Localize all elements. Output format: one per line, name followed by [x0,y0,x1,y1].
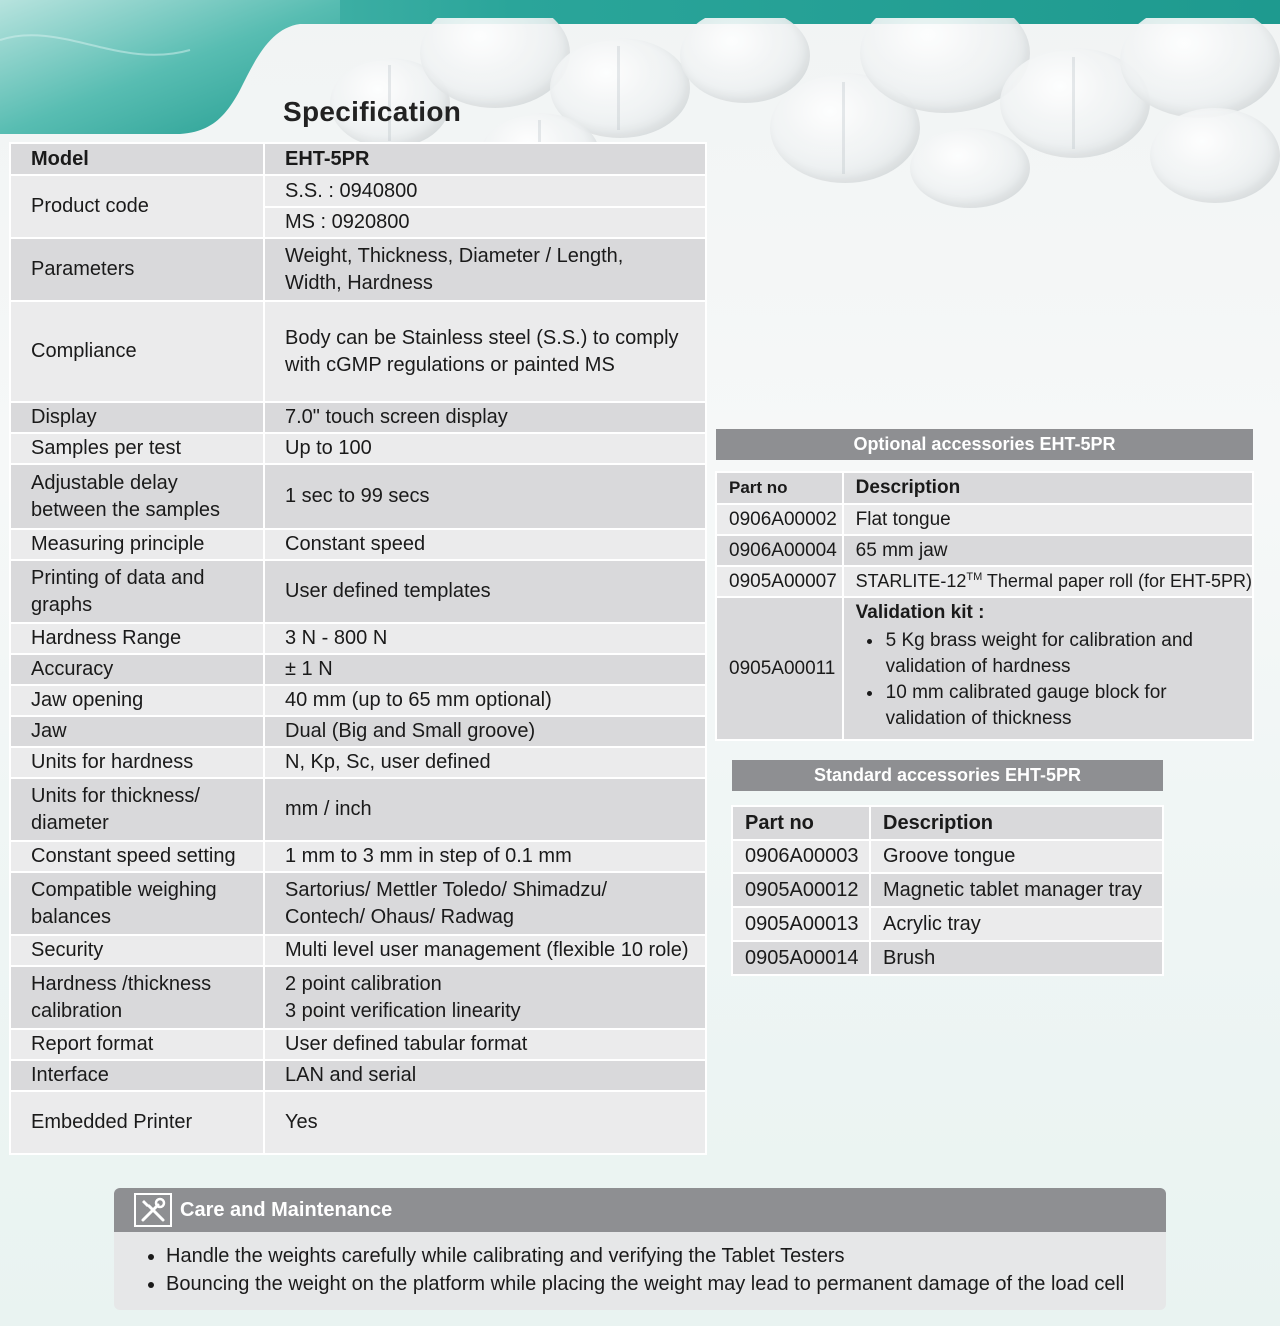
spec-value: 1 sec to 99 secs [264,464,706,529]
spec-value: 3 N - 800 N [264,623,706,654]
spec-value: Multi level user management (flexible 10 role) [264,935,706,966]
spec-value: User defined templates [264,560,706,623]
validation-kit-title: Validation kit : [855,601,985,623]
spec-value: Sartorius/ Mettler Toledo/ Shimadzu/ Contech/ Ohaus/ Radwag [264,872,706,935]
spec-value: Up to 100 [264,433,706,464]
spec-value: Weight, Thickness, Diameter / Length, Width, Hardness [264,238,706,301]
spec-row [10,175,706,207]
page-title: Specification [283,96,462,127]
spec-row [10,623,706,654]
spec-label: Embedded Printer [10,1091,264,1154]
spec-value: LAN and serial [264,1060,706,1091]
description: STARLITE-12™ Thermal paper roll (for EHT-5PR) [843,566,1253,597]
spec-label: Compliance [10,301,264,402]
tools-icon [134,1193,172,1227]
spec-label: Product code [10,175,264,238]
part-no: 0906A00003 [732,840,870,873]
spec-label: Jaw [10,716,264,747]
spec-label: Measuring principle [10,529,264,560]
spec-label: Parameters [10,238,264,301]
spec-label: Hardness /thickness calibration [10,966,264,1029]
spec-value: mm / inch [264,778,706,841]
spec-label: Display [10,402,264,433]
model-value: EHT-5PR [264,143,706,175]
table-row [732,873,1163,907]
spec-label: Units for thickness/ diameter [10,778,264,841]
spec-row [10,1060,706,1091]
spec-row [10,935,706,966]
table-row [732,907,1163,941]
table-row [732,941,1163,975]
optional-accessories-table [715,471,1254,741]
table-row [732,840,1163,873]
description: Acrylic tray [870,907,1163,941]
spec-label: Printing of data and graphs [10,560,264,623]
spec-label: Interface [10,1060,264,1091]
spec-row [10,966,706,1029]
spec-label: Jaw opening [10,685,264,716]
care-maintenance-box [114,1188,1166,1310]
description [843,597,1253,740]
spec-label: Compatible weighing balances [10,872,264,935]
list-item: • 5 Kg brass weight for calibration and validation of hardness [884,628,1252,680]
part-no: 0905A00011 [716,597,843,740]
part-no: 0906A00004 [716,535,843,566]
table-row [716,566,1253,597]
spec-label: Hardness Range [10,623,264,654]
table-header-row [732,806,1163,840]
spec-row [10,778,706,841]
spec-value: Dual (Big and Small groove) [264,716,706,747]
table-header-row [716,472,1253,504]
spec-row [10,685,706,716]
spec-label: Samples per test [10,433,264,464]
list-item: • Handle the weights carefully while calibrating and verifying the Tablet Testers [166,1242,1166,1270]
spec-label: Constant speed setting [10,841,264,872]
spec-value: N, Kp, Sc, user defined [264,747,706,778]
spec-label: Security [10,935,264,966]
spec-value: MS : 0920800 [264,207,706,238]
spec-label: Adjustable delay between the samples [10,464,264,529]
spec-row [10,238,706,301]
spec-row [10,464,706,529]
list-item: • Bouncing the weight on the platform while placing the weight may lead to permanent damage of the load cell [166,1270,1166,1298]
description: Magnetic tablet manager tray [870,873,1163,907]
spec-row [10,1091,706,1154]
spec-row [10,716,706,747]
spec-label: Units for hardness [10,747,264,778]
specification-table [9,142,707,1155]
description-header: Description [843,472,1253,504]
spec-value: ± 1 N [264,654,706,685]
spec-row [10,402,706,433]
spec-header-row [10,143,706,175]
spec-row [10,654,706,685]
part-no-header: Part no [732,806,870,840]
validation-kit-list [856,628,1252,732]
part-no: 0905A00012 [732,873,870,907]
model-label: Model [10,143,264,175]
standard-accessories-heading: Standard accessories EHT-5PR [732,760,1163,791]
spec-value: 2 point calibration 3 point verification linearity [264,966,706,1029]
description: 65 mm jaw [843,535,1253,566]
part-no: 0906A00002 [716,504,843,535]
spec-value: Constant speed [264,529,706,560]
care-list [114,1242,1166,1298]
description: Flat tongue [843,504,1253,535]
spec-row [10,301,706,402]
spec-row [10,747,706,778]
spec-value: Yes [264,1091,706,1154]
list-item: • 10 mm calibrated gauge block for validation of thickness [884,680,1252,732]
table-row [716,535,1253,566]
description-header: Description [870,806,1163,840]
part-no: 0905A00014 [732,941,870,975]
spec-label: Report format [10,1029,264,1060]
spec-value: S.S. : 0940800 [264,175,706,207]
spec-row [10,560,706,623]
spec-value: 7.0" touch screen display [264,402,706,433]
spec-value: User defined tabular format [264,1029,706,1060]
spec-row [10,433,706,464]
standard-accessories-table [731,805,1164,976]
description: Groove tongue [870,840,1163,873]
spec-label: Accuracy [10,654,264,685]
spec-row [10,872,706,935]
spec-value: Body can be Stainless steel (S.S.) to comply with cGMP regulations or painted MS [264,301,706,402]
care-maintenance-header [114,1188,1166,1232]
optional-accessories-heading: Optional accessories EHT-5PR [716,429,1253,460]
description: Brush [870,941,1163,975]
spec-row [10,1029,706,1060]
table-row [716,597,1253,740]
table-row [716,504,1253,535]
care-maintenance-title: Care and Maintenance [180,1198,393,1221]
part-no: 0905A00013 [732,907,870,941]
spec-row [10,841,706,872]
spec-value: 1 mm to 3 mm in step of 0.1 mm [264,841,706,872]
part-no: 0905A00007 [716,566,843,597]
part-no-header: Part no [716,472,843,504]
spec-row [10,529,706,560]
spec-value: 40 mm (up to 65 mm optional) [264,685,706,716]
